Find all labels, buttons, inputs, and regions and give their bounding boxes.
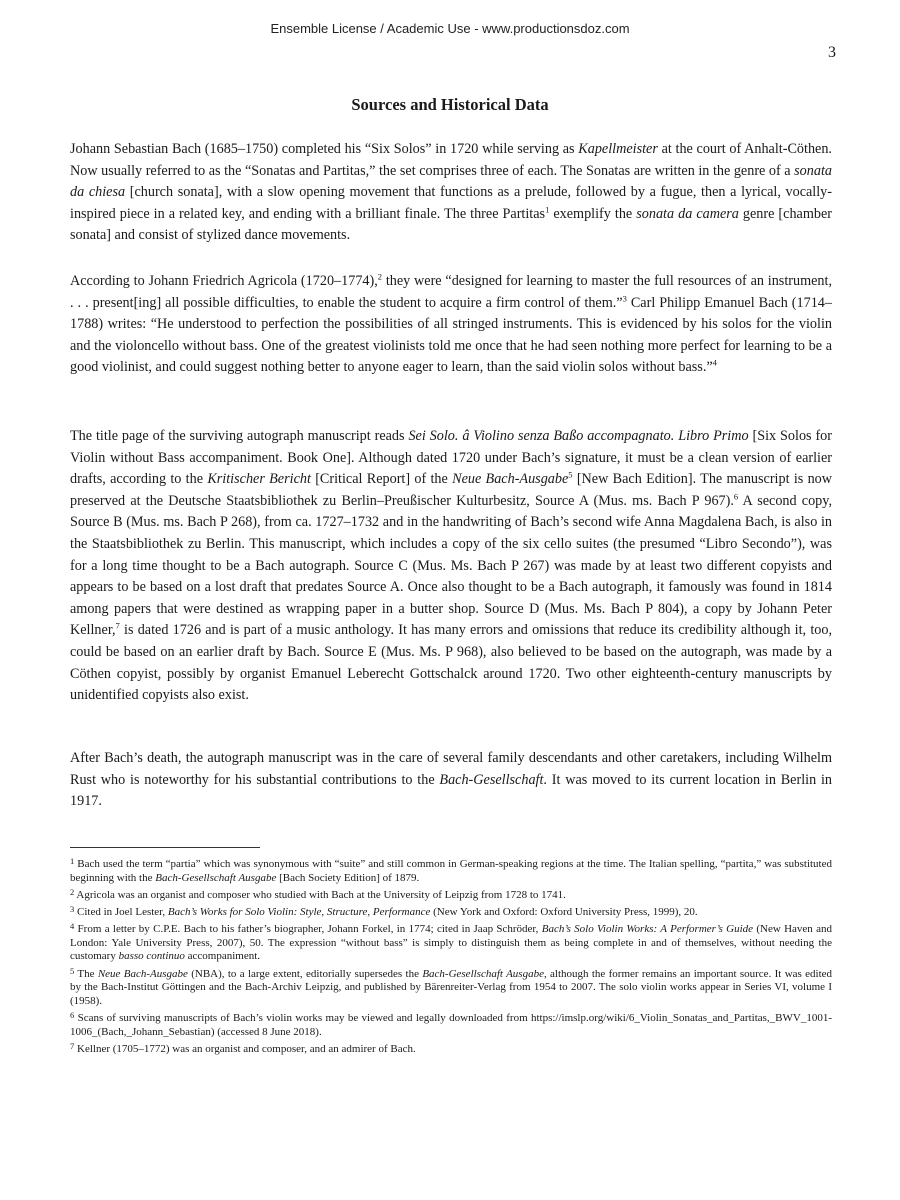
footnote-ref-5[interactable]: 5 [568,469,573,480]
license-header: Ensemble License / Academic Use - www.productionsdoz.com [270,21,630,36]
footnote-ref-7[interactable]: 7 [115,620,120,631]
imslp-link-text[interactable]: Scans of surviving manuscripts of Bach’s violin works may be viewed and legally downloaded from https://imslp.org/wiki/6_Violin_Sonatas_and_Partitas,_BWV_1001-1006_(Bach,_Johann_Sebastian) (accessed 8 June 2018). [70,1011,832,1038]
footnote-5: $^5$ The Neue Bach-Ausgabe (NBA), to a large extent, editorially supersedes the Bach-Gesellschaft Ausgabe, although the former remains an important source. It was edited by the Bach-Institut Göttingen and the Bach-Archiv Leipzig, and published by Bärenreiter-Verlag from 1954 to 2007. The solo violin works appear in Series VI, volume I (1958). [70,965,833,1007]
footnote-divider [70,847,260,848]
paragraph-1: Johann Sebastian Bach (1685–1750) completed his “Six Solos” in 1720 while serving as Kapellmeister at the court of Anhalt-Cöthen. Now usually referred to as the “Sonatas and Partitas,” the set comprises three of each. The Sonatas are written in the genre of a sonata da chiesa [church sonata], with a slow opening movement that functions as a prelude, followed by a fugue, then a lyrical, vocally-inspired piece in a related key, and ending with a brilliant finale. The three Partitas$^1$ exemplify the sonata da camera genre [chamber sonata] and consist of stylized dance movements. [70,141,833,244]
footnote-7: $^7$ Kellner (1705–1772) was an organist and composer, and an admirer of Bach. [70,1040,416,1055]
footnote-ref-2[interactable]: 2 [377,271,383,282]
paragraph-3: The title page of the surviving autograph manuscript reads Sei Solo. â Violino senza Baßo accompagnato. Libro Primo [Six Solos for Violin without Bass accompaniment. Book One]. Although dated 1720 under Bach’s signature, it must be a clean version of earlier drafts, according to the Kritischer Bericht [Critical Report] of the Neue Bach-Ausgabe$^5$ [New Bach Edition]. The manuscript is now preserved at the Deutsche Staatsbibliothek zu Berlin–Preußischer Kulturbesitz, Source A (Mus. ms. Bach P 967).$^6$ A second copy, Source B (Mus. ms. Bach P 268), from ca. 1727–1732 and in the handwriting of Bach’s second wife Anna Magdalena Bach, is also in the Staatsbibliothek zu Berlin. This manuscript, which includes a copy of the six cello suites (the presumed “Libro Secondo”), was for a long time thought to be a Bach autograph. Source C (Mus. Ms. Bach P 267) was made by at least two different copyists and appears to be based on a lost draft that predates Source A. Once also thought to be a Bach autograph, it famously was found in 1814 among papers that were destined as wrapping paper in a butter shop. Source D (Mus. Ms. Bach P 804), a copy by Johann Peter Kellner,$^7$ is dated 1726 and is part of a music anthology. It has many errors and omissions that reduce its credibility although it, too, could be based on an earlier draft by Bach. Source E (Mus. Ms. P 968), also believed to be based on the autograph, was made by a Cöthen copyist, possibly by organist Emanuel Leberecht Gottschalck around 1720. Two other eighteenth-century manuscripts by unidentified copyists also exist. [70,428,833,704]
footnote-3: $^3$ Cited in Joel Lester, Bach’s Works for Solo Violin: Style, Structure, Performance (New York and Oxford: Oxford University Press, 1999), 20. [70,903,698,918]
footnote-ref-6[interactable]: 6 [733,491,739,502]
footnote-ref-1[interactable]: 1 [545,204,550,215]
footnote-1: $^1$ Bach used the term “partia” which was synonymous with “suite” and still common in German-speaking regions at the time. The Italian spelling, “partita,” was substituted beginning with the Bach-Gesellschaft Ausgabe [Bach Society Edition] of 1879. [70,856,832,884]
footnote-6: $^6$ Scans of surviving manuscripts of Bach’s violin works may be viewed and legally downloaded from https://imslp.org/wiki/6_Violin_Sonatas_and_Partitas,_BWV_1001-1006_(Bach,_Johann_Sebastian) (accessed 8 June 2018). [70,1009,832,1038]
footnote-4: $^4$ From a letter by C.P.E. Bach to his father’s biographer, Johann Forkel, in 1774; cited in Jaap Schröder, Bach’s Solo Violin Works: A Performer’s Guide (New Haven and London: Yale University Press, 2007), 50. The expression “without bass” is simply to distinguish them as being complete in and of themselves, without needing the customary basso continuo accompaniment. [70,921,832,963]
paragraph-2: According to Johann Friedrich Agricola (1720–1774),$^2$ they were “designed for learning to master the full resources of an instrument, . . . present[ing] all possible difficulties, to enable the student to acquire a firm control of them.”$^3$ Carl Philipp Emanuel Bach (1714–1788) writes: “He understood to perfection the possibilities of all stringed instruments. This is evidenced by his solos for the violin and the violoncello without bass. One of the greatest violinists told me once that he had seen nothing more perfect for learning to be a good violinist, and could suggest nothing better to anyone eager to learn, than the said violin solos without bass.”$^4$ [70,271,832,376]
footnote-2: $^2$ Agricola was an organist and composer who studied with Bach at the University of Leipzig from 1728 to 1741. [70,886,566,901]
page-number: 3 [828,44,836,61]
footnote-ref-4[interactable]: 4 [712,357,717,368]
footnotes [70,858,832,1060]
footnote-ref-3[interactable]: 3 [622,292,627,303]
paragraph-4: After Bach’s death, the autograph manuscript was in the care of several family descendants and other caretakers, including Wilhelm Rust who is noteworthy for his substantial contributions to the Bach-Gesellschaft. It was moved to its current location in Berlin in 1917. [70,750,832,810]
page-title: Sources and Historical Data [351,95,549,114]
